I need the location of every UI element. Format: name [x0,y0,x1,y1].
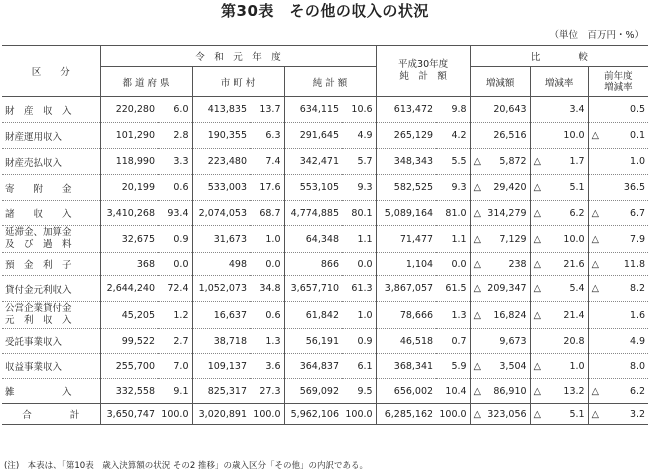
cell-prev-rate [588,253,648,276]
unit-label: （単位 百万円・%） [549,30,644,41]
cell-muni-pct: 68.7 [250,201,284,226]
cell-value: 6.7 [629,207,646,219]
cell-prev: 582,525 [376,175,436,201]
cell-muni: 2,074,053 [192,201,250,226]
cell-net: 634,115 [299,104,339,115]
cell-diff [470,302,530,329]
cell-prev: 46,518 [376,329,436,354]
cell-rate [530,123,588,149]
cell-prev: 1,104 [376,253,436,276]
cell-diff [470,123,530,149]
cell-prev-pct: 1.1 [436,226,470,253]
cell-net: 61,842 [284,302,342,329]
decrease-marker: △ [473,207,481,219]
decrease-marker: △ [473,385,481,397]
row-label: 寄 附 金 [2,175,100,201]
cell-pref: 118,990 [100,149,158,175]
decrease-marker: △ [473,182,481,193]
cell-net: 4,774,885 [284,201,342,226]
table-row [2,226,648,253]
table-row [2,329,648,354]
cell-rate [530,149,588,175]
cell-pref-pct: 100.0 [158,404,192,425]
decrease-marker: △ [533,258,541,270]
row-label: 雑 入 [2,379,100,404]
cell-prev-pct: 4.2 [436,123,470,149]
cell-rate [530,201,588,226]
table-row [2,379,648,404]
cell-value: 1.7 [569,156,585,167]
cell-net-pct: 100.0 [342,404,376,425]
cell-prev-rate [588,201,648,226]
cell-pref-pct: 7.0 [158,354,192,379]
decrease-marker: △ [533,182,541,193]
cell-value: 0.1 [629,130,646,141]
header-hikaku: 比 較 [470,46,648,67]
cell-prev: 6,285,162 [376,404,436,425]
cell-pref-pct: 93.4 [158,201,192,226]
decrease-marker: △ [473,258,481,270]
decrease-marker: △ [533,408,541,420]
cell-net-pct: 0.9 [342,329,376,354]
cell-prev-rate [588,149,648,175]
header-zogenritsu: 増減率 [530,67,588,97]
cell-pref-pct: 0.9 [158,226,192,253]
cell-value: 323,056 [487,408,527,420]
cell-muni-pct: 17.6 [250,175,284,201]
cell-rate [530,379,588,404]
cell-prev-pct: 10.4 [436,379,470,404]
cell-diff [470,226,530,253]
cell-value: 6.2 [569,207,585,219]
decrease-marker: △ [473,283,481,294]
cell-prev-pct: 100.0 [436,404,470,425]
header-todofuken: 都 道 府 県 [100,67,192,97]
cell-pref: 45,205 [100,302,158,329]
cell-pref: 99,522 [100,329,158,354]
cell-net-pct: 1.0 [342,302,376,329]
cell-prev-pct: 0.7 [436,329,470,354]
cell-muni-pct: 34.8 [250,276,284,302]
cell-pref-pct: 3.3 [158,149,192,175]
cell-prev-rate [588,329,648,354]
row-label: 延滞金、加算金 及 び 過 料 [2,226,100,253]
cell-diff [470,404,530,425]
cell-prev: 368,341 [376,354,436,379]
cell-rate [530,354,588,379]
cell-prev-rate [588,123,648,149]
decrease-marker: △ [533,233,541,245]
cell-value: 16,824 [493,309,527,321]
cell-net: 64,348 [284,226,342,253]
cell-pref: 2,644,240 [100,276,158,302]
cell-net: 569,092 [284,379,342,404]
header-zennendo: 前年度 増減率 [588,67,648,97]
cell-muni-pct: 1.0 [250,226,284,253]
cell-value: 9,673 [499,335,527,347]
cell-value: 21.6 [563,258,585,270]
cell-net: 364,837 [284,354,342,379]
decrease-marker: △ [473,156,481,167]
cell-pref: 3,410,268 [100,201,158,226]
cell-pref-pct: 0.6 [158,175,192,201]
cell-value: 29,420 [493,182,527,193]
decrease-marker: △ [591,233,599,245]
cell-diff [470,149,530,175]
cell-prev-pct: 1.3 [436,302,470,329]
cell-prev-rate [588,379,648,404]
cell-net-pct: 80.1 [342,201,376,226]
header-kubun: 区 分 [2,46,100,97]
cell-muni: 223,480 [192,149,250,175]
cell-net: 3,657,710 [284,276,342,302]
cell-prev-rate [588,354,648,379]
cell-pref: 332,558 [100,379,158,404]
cell-value: 36.5 [623,182,646,193]
cell-muni-pct: 6.3 [250,123,284,149]
row-label: 財 産 収 入 [2,97,100,123]
cell-net-pct: 4.9 [342,123,376,149]
cell-muni: 38,718 [192,329,250,354]
row-label: 貸付金元利収入 [2,276,100,302]
cell-rate [530,253,588,276]
cell-prev: 613,472 [393,104,434,115]
cell-value: 10.0 [563,233,585,245]
cell-value: 1.6 [629,309,646,321]
cell-prev-rate [588,97,648,123]
table-row [2,175,648,201]
cell-pref-pct: 72.4 [158,276,192,302]
cell-value: 5.1 [569,408,585,420]
cell-prev-rate [588,276,648,302]
cell-prev: 348,343 [376,149,436,175]
cell-value: 1.0 [629,156,646,167]
header-reiwa: 令 和 元 年 度 [100,46,376,67]
cell-pref: 101,290 [100,123,158,149]
cell-net: 553,105 [284,175,342,201]
decrease-marker: △ [591,258,599,270]
decrease-marker: △ [591,283,599,294]
cell-pref: 255,700 [100,354,158,379]
cell-diff [470,253,530,276]
cell-value: 8.0 [629,360,646,372]
table-row [2,253,648,276]
cell-muni: 1,052,073 [192,276,250,302]
cell-muni: 109,137 [192,354,250,379]
cell-prev: 3,867,057 [376,276,436,302]
cell-pref-pct: 0.0 [158,253,192,276]
decrease-marker: △ [591,130,599,141]
cell-value: 3,504 [499,360,527,372]
cell-prev-pct: 9.3 [436,175,470,201]
row-label: 預 金 利 子 [2,253,100,276]
cell-diff [470,97,530,123]
table-row [2,302,648,329]
cell-value: 4.9 [629,335,646,347]
cell-prev-rate [588,226,648,253]
cell-value: 238 [508,258,527,270]
cell-muni-pct: 3.6 [250,354,284,379]
cell-net-pct: 0.0 [342,253,376,276]
cell-value: 1.0 [569,360,585,372]
cell-muni-pct: 27.3 [250,379,284,404]
decrease-marker: △ [473,233,481,245]
decrease-marker: △ [533,207,541,219]
table-row [2,354,648,379]
cell-net-pct: 9.5 [342,379,376,404]
decrease-marker: △ [473,360,481,372]
decrease-marker: △ [533,309,541,321]
cell-muni: 413,835 [207,104,247,115]
cell-prev: 71,477 [376,226,436,253]
cell-rate [530,329,588,354]
cell-net-pct: 5.7 [342,149,376,175]
cell-value: 314,279 [487,207,527,219]
cell-value: 3.2 [629,408,646,420]
decrease-marker: △ [591,385,599,397]
cell-pref: 3,650,747 [100,404,158,425]
cell-muni: 533,003 [192,175,250,201]
footnote: (注) 本表は、「第10表 歳入決算額の状況 その2 推移」の歳入区分「その他」の内訳である。 [4,461,369,471]
cell-value: 20,643 [493,104,527,115]
decrease-marker: △ [533,283,541,294]
cell-value: 10.0 [563,130,585,141]
cell-rate [530,175,588,201]
cell-value: 20.8 [563,335,585,347]
cell-value: 209,347 [487,283,527,294]
cell-muni-pct: 7.4 [250,149,284,175]
cell-pref-pct: 9.1 [158,379,192,404]
table-row [2,276,648,302]
cell-prev-pct: 5.9 [436,354,470,379]
decrease-marker: △ [473,309,481,321]
table-row [2,149,648,175]
cell-net: 5,962,106 [284,404,342,425]
cell-muni: 16,637 [192,302,250,329]
cell-prev-pct: 9.8 [436,97,470,123]
cell-net: 342,471 [284,149,342,175]
cell-value: 7.9 [629,233,646,245]
cell-value: 5.4 [569,283,585,294]
header-heisei: 平成30年度 純 計 額 [376,46,470,97]
cell-prev: 265,129 [376,123,436,149]
cell-rate [530,404,588,425]
cell-rate [530,226,588,253]
cell-muni: 498 [192,253,250,276]
cell-value: 5.1 [569,182,585,193]
cell-muni: 31,673 [192,226,250,253]
header-zogen: 増減額 [470,67,530,97]
cell-prev: 5,089,164 [376,201,436,226]
data-table [2,45,648,425]
cell-net: 866 [284,253,342,276]
cell-diff [470,379,530,404]
page-title: 第30表 その他の収入の状況 [221,2,429,20]
row-label: 収益事業収入 [2,354,100,379]
cell-diff [470,329,530,354]
header-junkei: 純 計 額 [284,67,376,97]
cell-muni-pct: 13.7 [250,97,284,123]
row-label: 公営企業貸付金 元 利 収 入 [2,302,100,329]
cell-pref-pct: 2.8 [158,123,192,149]
decrease-marker: △ [591,408,599,420]
cell-pref: 368 [100,253,158,276]
cell-value: 86,910 [493,385,527,397]
cell-value: 11.8 [623,258,646,270]
row-label: 合 計 [2,404,100,425]
cell-net-pct: 6.1 [342,354,376,379]
cell-value: 8.2 [629,283,646,294]
cell-prev-pct: 5.5 [436,149,470,175]
decrease-marker: △ [591,207,599,219]
decrease-marker: △ [533,385,541,397]
cell-muni-pct: 0.0 [250,253,284,276]
cell-diff [470,354,530,379]
cell-value: 0.5 [629,104,646,115]
table-row [2,123,648,149]
cell-muni: 3,020,891 [192,404,250,425]
table-row [2,404,648,425]
cell-muni-pct: 100.0 [250,404,284,425]
cell-muni-pct: 0.6 [250,302,284,329]
cell-prev-rate [588,404,648,425]
cell-value: 6.2 [629,385,646,397]
cell-pref-pct: 6.0 [158,97,192,123]
cell-diff [470,175,530,201]
cell-net-pct: 9.3 [342,175,376,201]
table-row [2,201,648,226]
cell-net-pct: 10.6 [342,97,376,123]
cell-rate [530,97,588,123]
cell-pref-pct: 1.2 [158,302,192,329]
cell-diff [470,276,530,302]
cell-pref: 32,675 [100,226,158,253]
cell-value: 21.4 [563,309,585,321]
row-label: 諸 収 入 [2,201,100,226]
cell-diff [470,201,530,226]
cell-rate [530,302,588,329]
cell-value: 13.2 [563,385,585,397]
decrease-marker: △ [533,360,541,372]
cell-net: 291,645 [284,123,342,149]
cell-muni: 825,317 [192,379,250,404]
cell-prev: 656,002 [376,379,436,404]
cell-muni-pct: 1.3 [250,329,284,354]
cell-value: 26,516 [493,130,527,141]
cell-net-pct: 61.3 [342,276,376,302]
cell-prev-pct: 81.0 [436,201,470,226]
row-label: 財産運用収入 [2,123,100,149]
decrease-marker: △ [473,408,481,420]
cell-prev-rate [588,302,648,329]
cell-value: 5,872 [499,156,527,167]
cell-value: 7,129 [499,233,527,245]
cell-prev-pct: 61.5 [436,276,470,302]
cell-net-pct: 1.1 [342,226,376,253]
cell-muni: 190,355 [192,123,250,149]
cell-net: 56,191 [284,329,342,354]
row-label: 受託事業収入 [2,329,100,354]
cell-pref: 220,280 [115,104,155,115]
cell-value: 3.4 [569,104,585,115]
decrease-marker: △ [533,156,541,167]
cell-pref-pct: 2.7 [158,329,192,354]
cell-rate [530,276,588,302]
cell-prev-rate [588,175,648,201]
cell-prev-pct: 0.0 [436,253,470,276]
cell-pref: 20,199 [100,175,158,201]
header-shichoson: 市 町 村 [192,67,284,97]
cell-prev: 78,666 [376,302,436,329]
table-row [2,97,648,123]
row-label: 財産売払収入 [2,149,100,175]
